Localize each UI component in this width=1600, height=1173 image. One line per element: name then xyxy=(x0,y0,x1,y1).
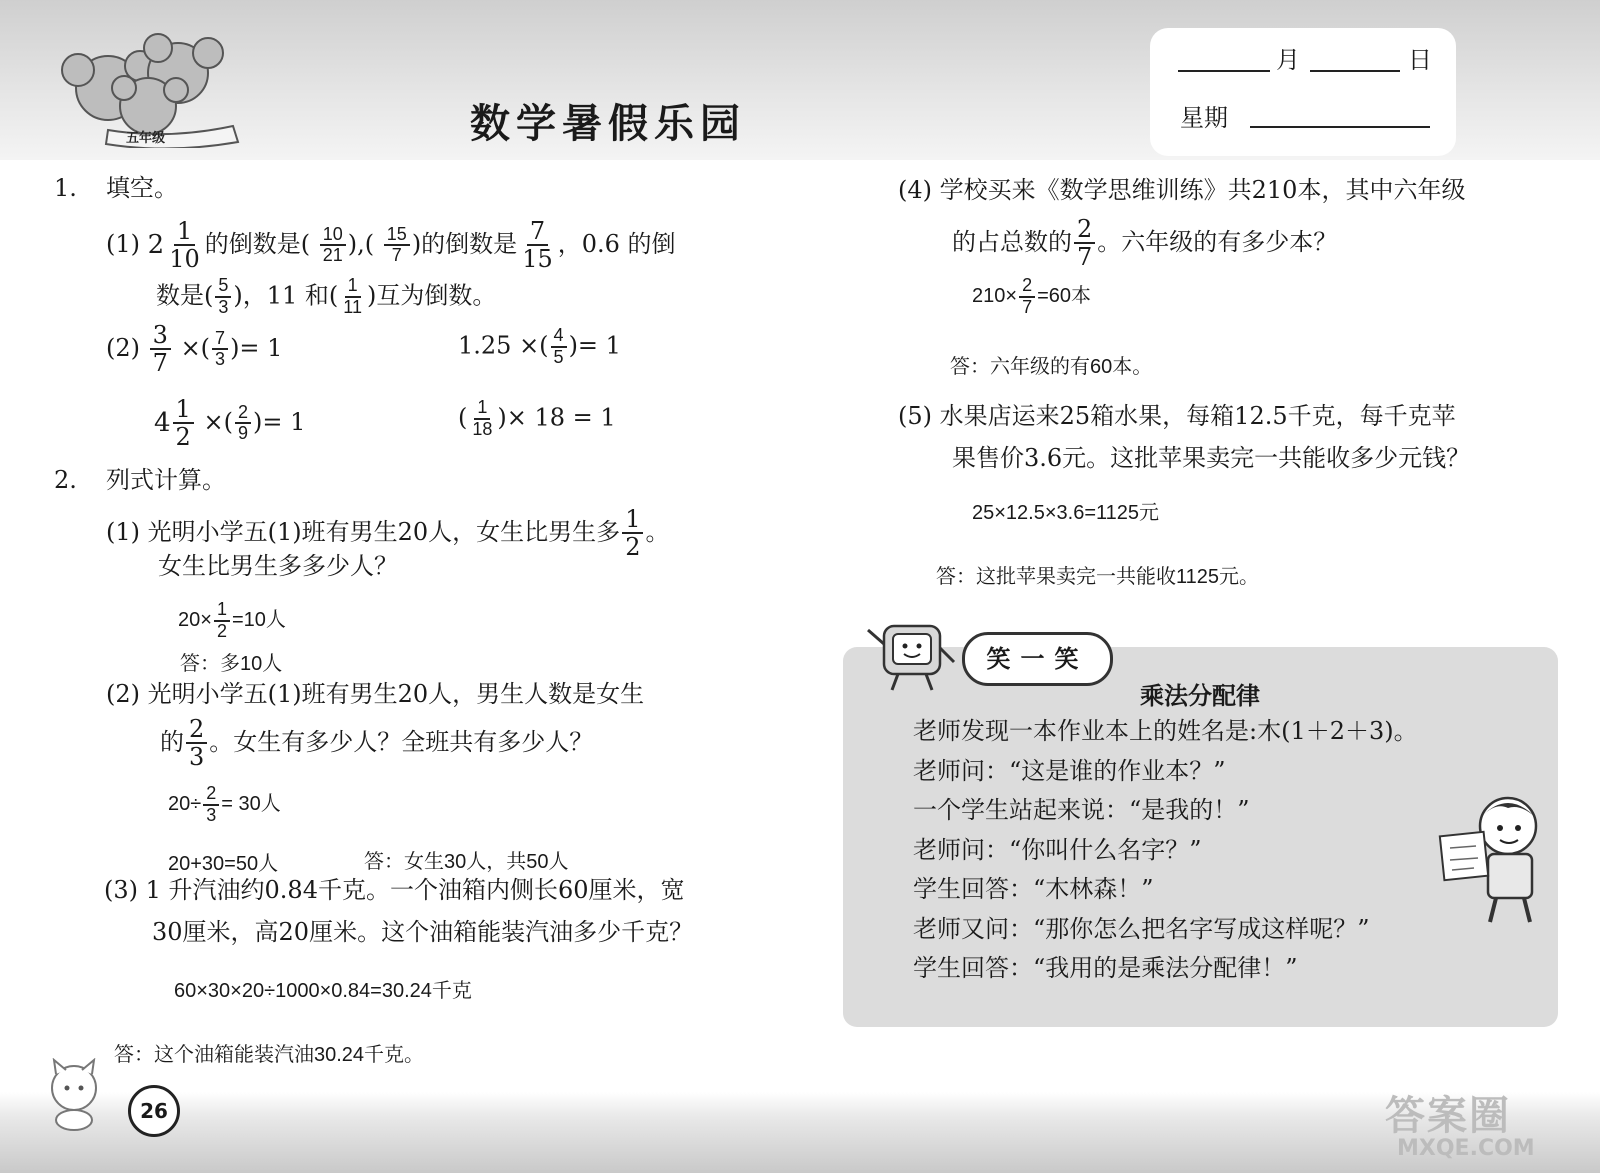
answer-fraction: $\frac{4}{5}$ xyxy=(551,326,567,368)
fraction: $\frac{2}{3}$ xyxy=(186,716,207,771)
q2-part1-line1: (1) 光明小学五(1)班有男生20人，女生比男生多 $\frac{1}{2}$ 。 xyxy=(106,505,670,562)
q4-calc: 210× $\frac{2}{7}$ =60本 xyxy=(972,275,1092,317)
q5-answer: 答：这批苹果卖完一共能收1125元。 xyxy=(936,566,1260,588)
watermark-url: MXQE.COM xyxy=(1397,1136,1535,1161)
q2-part1-line2: 女生比男生多多少人？ xyxy=(158,552,398,580)
q2-number: 2. xyxy=(54,466,77,494)
calc-fraction: $\frac{1}{2}$ xyxy=(214,600,230,642)
q4-line1: (4) 学校买来《数学思维训练》共210本，其中六年级 xyxy=(898,176,1466,204)
answer-fraction: $\frac{5}{3}$ xyxy=(215,276,231,318)
joke-line: 一个学生站起来说：“是我的！” xyxy=(913,796,1250,824)
q2-part1-calc: 20× $\frac{1}{2}$ =10人 xyxy=(178,599,286,641)
q1-part2-row2: 4 $\frac{1}{2}$ ×( $\frac{2}{9}$ )= 1 xyxy=(154,395,306,452)
fraction: $\frac{1}{10}$ xyxy=(169,217,200,274)
q2-part3-calc: 60×30×20÷1000×0.84=30.24千克 xyxy=(174,980,472,1002)
q4-line2: 的占总数的 $\frac{2}{7}$ 。六年级的有多少本？ xyxy=(952,215,1338,272)
q1-part2-row2-right: ( $\frac{1}{18}$ )× 18 = 1 xyxy=(458,397,616,439)
q5-line2: 果售价3.6元。这批苹果卖完一共能收多少元钱？ xyxy=(952,444,1471,472)
q2-part3-answer: 答：这个油箱能装汽油30.24千克。 xyxy=(114,1044,425,1066)
joke-title: 乘法分配律 xyxy=(1140,682,1260,710)
boy-with-sign-illustration xyxy=(1436,790,1554,930)
q2-part3-line2: 30厘米，高20厘米。这个油箱能装汽油多少千克？ xyxy=(152,918,694,946)
fraction: $\frac{7}{15}$ xyxy=(522,217,553,274)
q1-part2-row1-right: 1.25 ×( $\frac{4}{5}$ )= 1 xyxy=(458,325,621,367)
fraction: $\frac{3}{7}$ xyxy=(150,322,171,377)
day-blank xyxy=(1310,70,1400,72)
joke-badge: 笑一笑 xyxy=(962,632,1113,686)
q1-part1-no: (1) xyxy=(106,229,140,258)
weekday-blank xyxy=(1250,126,1430,128)
q5-line1: (5) 水果店运来25箱水果，每箱12.5千克，每千克苹 xyxy=(898,402,1456,430)
answer-fraction: $\frac{1}{11}$ xyxy=(343,275,362,317)
joke-line: 老师发现一本作业本上的姓名是:木(1＋2＋3)。 xyxy=(913,717,1418,745)
q1-heading: 填空。 xyxy=(106,174,178,202)
answer-fraction: $\frac{2}{9}$ xyxy=(235,403,251,445)
page-number: 26 xyxy=(128,1085,180,1137)
fraction: $\frac{1}{2}$ xyxy=(173,396,194,451)
joke-line: 学生回答：“我用的是乘法分配律！” xyxy=(913,954,1298,982)
q1-part1-line1: (1) 2 $\frac{1}{10}$ 的倒数是( $\frac{10}{21}$ ),( $\frac{15}{7}$ )的倒数是 $\frac{7}{15}$ ，0.6 的倒 xyxy=(106,217,676,274)
koala-mascot-illustration xyxy=(48,18,248,148)
q2-part2-calc2: 20+30=50人 xyxy=(168,853,279,875)
joke-line: 老师问：“这是谁的作业本？” xyxy=(913,756,1226,785)
joke-line: 老师问：“你叫什么名字？” xyxy=(913,835,1202,864)
footer-band xyxy=(0,1092,1600,1173)
calc-fraction: $\frac{2}{7}$ xyxy=(1019,276,1035,318)
q5-calc: 25×12.5×3.6=1125元 xyxy=(972,502,1160,524)
answer-fraction: $\frac{15}{7}$ xyxy=(384,225,410,267)
q2-part3-line1: (3) 1 升汽油约0.84千克。一个油箱内侧长60厘米，宽 xyxy=(104,876,685,904)
answer-fraction: $\frac{10}{21}$ xyxy=(320,225,346,267)
month-label: 月 xyxy=(1276,46,1300,74)
weekday-label: 星期 xyxy=(1180,104,1228,132)
day-label: 日 xyxy=(1408,46,1432,74)
q2-part2-calc: 20÷ $\frac{2}{3}$ = 30人 xyxy=(168,783,281,825)
q2-part2-line1: (2) 光明小学五(1)班有男生20人，男生人数是女生 xyxy=(106,680,645,708)
q2-part2-line2: 的 $\frac{2}{3}$ 。女生有多少人？全班共有多少人？ xyxy=(160,715,594,772)
month-blank xyxy=(1178,70,1270,72)
joke-text xyxy=(913,712,1418,989)
page-title: 数学暑假乐园 xyxy=(470,101,746,147)
tv-mascot-illustration xyxy=(862,618,962,698)
joke-line: 学生回答：“木林森！” xyxy=(913,875,1154,903)
answer-fraction: $\frac{7}{3}$ xyxy=(212,329,228,371)
fraction: $\frac{2}{7}$ xyxy=(1074,216,1095,271)
mixed-whole: 2 xyxy=(147,229,165,260)
q2-part2-answer: 答：女生30人，共50人 xyxy=(364,851,569,873)
calc-fraction: $\frac{2}{3}$ xyxy=(203,784,219,826)
cat-mascot-illustration xyxy=(40,1058,110,1132)
watermark-logo: 答案圈 xyxy=(1385,1093,1511,1139)
answer-fraction: $\frac{1}{18}$ xyxy=(472,397,493,439)
q2-part1-answer: 答：多10人 xyxy=(180,653,283,675)
q1-part2-row1: (2) $\frac{3}{7}$ ×( $\frac{7}{3}$ )= 1 xyxy=(106,321,283,378)
joke-line: 老师又问：“那你怎么把名字写成这样呢？” xyxy=(913,914,1370,943)
q1-number: 1. xyxy=(54,174,77,202)
q2-heading: 列式计算。 xyxy=(106,466,226,494)
grade-badge-text: 五年级 xyxy=(126,131,166,146)
fraction: $\frac{1}{2}$ xyxy=(622,506,643,561)
q1-part1-line2: 数是( $\frac{5}{3}$ )，11 和( $\frac{1}{11}$ )互为倒数。 xyxy=(156,275,497,317)
q4-answer: 答：六年级的有60本。 xyxy=(950,356,1153,378)
